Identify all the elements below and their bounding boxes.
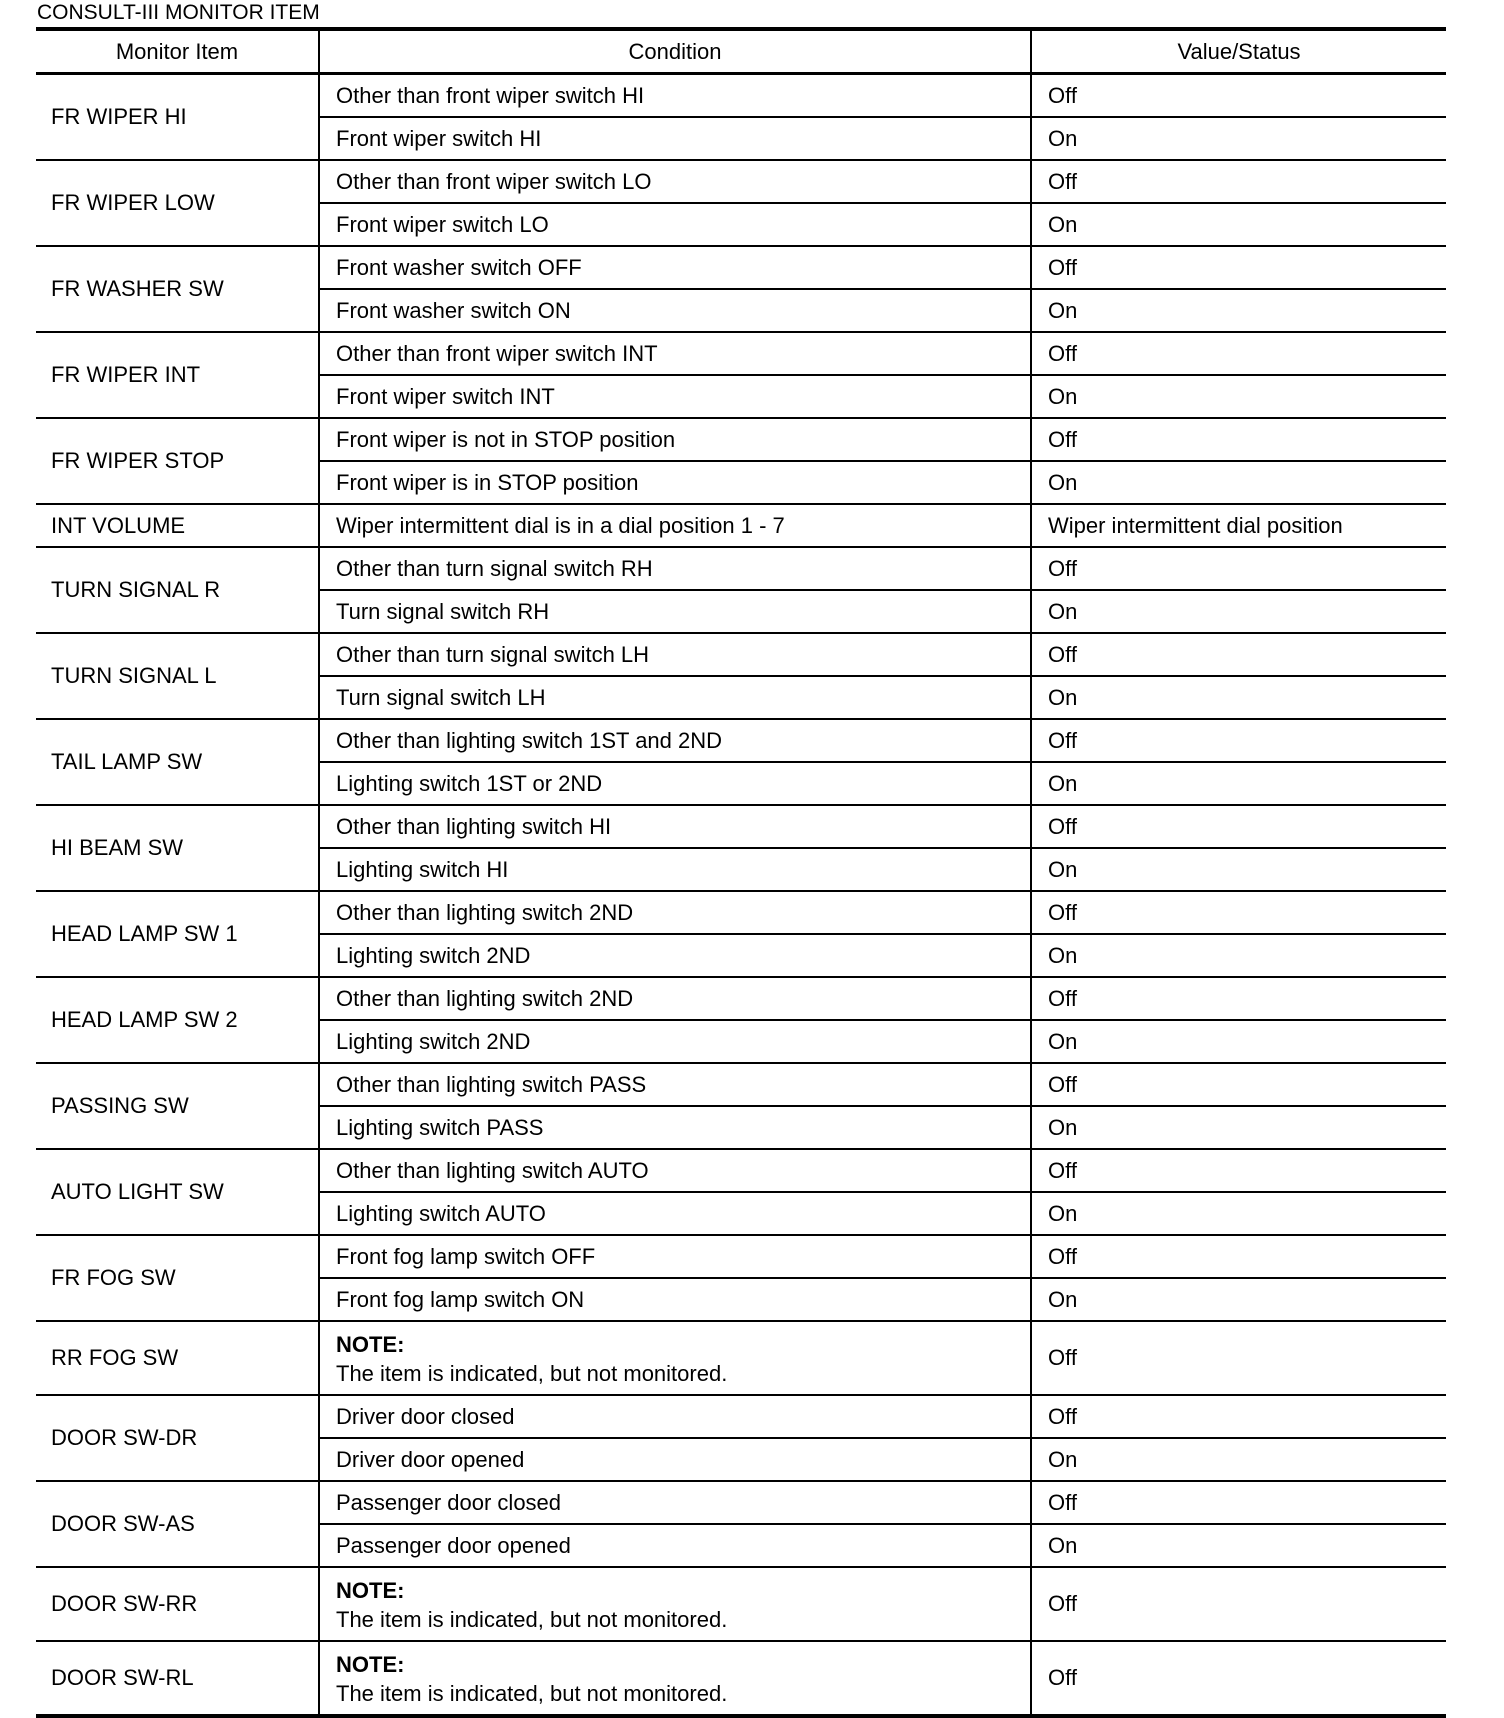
monitor-item-cell: FR WIPER STOP xyxy=(36,418,319,504)
condition-cell: Front wiper switch INT xyxy=(319,375,1031,418)
table-row xyxy=(36,246,1446,289)
value-status-cell: On xyxy=(1031,762,1446,805)
table-row xyxy=(36,1395,1446,1438)
condition-cell xyxy=(319,1641,1031,1716)
value-status-cell: On xyxy=(1031,375,1446,418)
value-status-cell: Off xyxy=(1031,1063,1446,1106)
condition-cell: Other than lighting switch 1ST and 2ND xyxy=(319,719,1031,762)
monitor-item-cell: FR WIPER INT xyxy=(36,332,319,418)
condition-cell: Other than lighting switch 2ND xyxy=(319,891,1031,934)
table-row xyxy=(36,1481,1446,1524)
monitor-item-cell: FR WIPER LOW xyxy=(36,160,319,246)
table-row xyxy=(36,891,1446,934)
condition-cell xyxy=(319,1567,1031,1641)
note-label: NOTE: xyxy=(336,1332,405,1357)
monitor-item-cell: AUTO LIGHT SW xyxy=(36,1149,319,1235)
value-status-cell: On xyxy=(1031,289,1446,332)
value-status-cell: Wiper intermittent dial position xyxy=(1031,504,1446,547)
monitor-item-table xyxy=(36,27,1446,1718)
value-status-cell: On xyxy=(1031,590,1446,633)
monitor-item-cell: TAIL LAMP SW xyxy=(36,719,319,805)
condition-cell: Driver door opened xyxy=(319,1438,1031,1481)
table-row xyxy=(36,1235,1446,1278)
value-status-cell: On xyxy=(1031,1438,1446,1481)
note-text: The item is indicated, but not monitored. xyxy=(336,1681,728,1706)
monitor-item-cell: HEAD LAMP SW 2 xyxy=(36,977,319,1063)
value-status-cell: Off xyxy=(1031,418,1446,461)
monitor-item-cell: INT VOLUME xyxy=(36,504,319,547)
header-value-status: Value/Status xyxy=(1031,29,1446,74)
monitor-item-cell: TURN SIGNAL L xyxy=(36,633,319,719)
condition-cell: Front washer switch OFF xyxy=(319,246,1031,289)
monitor-item-cell: RR FOG SW xyxy=(36,1321,319,1395)
table-row xyxy=(36,719,1446,762)
monitor-item-cell: FR WASHER SW xyxy=(36,246,319,332)
note-text: The item is indicated, but not monitored. xyxy=(336,1361,728,1386)
table-row xyxy=(36,1321,1446,1395)
condition-cell: Passenger door opened xyxy=(319,1524,1031,1567)
table-row xyxy=(36,1149,1446,1192)
condition-cell: Lighting switch 2ND xyxy=(319,1020,1031,1063)
condition-cell: Wiper intermittent dial is in a dial position 1 - 7 xyxy=(319,504,1031,547)
monitor-item-cell: HEAD LAMP SW 1 xyxy=(36,891,319,977)
value-status-cell: Off xyxy=(1031,547,1446,590)
condition-cell: Other than lighting switch AUTO xyxy=(319,1149,1031,1192)
value-status-cell: Off xyxy=(1031,1567,1446,1641)
value-status-cell: Off xyxy=(1031,719,1446,762)
table-row xyxy=(36,633,1446,676)
monitor-item-cell: FR FOG SW xyxy=(36,1235,319,1321)
value-status-cell: Off xyxy=(1031,160,1446,203)
monitor-item-cell: DOOR SW-DR xyxy=(36,1395,319,1481)
table-row xyxy=(36,1641,1446,1716)
table-row xyxy=(36,74,1446,118)
header-monitor-item: Monitor Item xyxy=(36,29,319,74)
value-status-cell: Off xyxy=(1031,633,1446,676)
table-row xyxy=(36,160,1446,203)
monitor-item-cell: TURN SIGNAL R xyxy=(36,547,319,633)
condition-cell: Front fog lamp switch ON xyxy=(319,1278,1031,1321)
table-row xyxy=(36,504,1446,547)
condition-cell: Lighting switch AUTO xyxy=(319,1192,1031,1235)
condition-cell: Other than front wiper switch LO xyxy=(319,160,1031,203)
value-status-cell: On xyxy=(1031,117,1446,160)
value-status-cell: On xyxy=(1031,1192,1446,1235)
table-row xyxy=(36,1063,1446,1106)
value-status-cell: Off xyxy=(1031,1149,1446,1192)
value-status-cell: Off xyxy=(1031,1641,1446,1716)
value-status-cell: Off xyxy=(1031,332,1446,375)
condition-cell: Front fog lamp switch OFF xyxy=(319,1235,1031,1278)
table-row xyxy=(36,977,1446,1020)
value-status-cell: Off xyxy=(1031,74,1446,118)
table-header-row xyxy=(36,29,1446,74)
condition-cell: Other than lighting switch HI xyxy=(319,805,1031,848)
monitor-item-cell: DOOR SW-RL xyxy=(36,1641,319,1716)
table-row xyxy=(36,332,1446,375)
condition-cell: Passenger door closed xyxy=(319,1481,1031,1524)
monitor-item-cell: DOOR SW-RR xyxy=(36,1567,319,1641)
value-status-cell: On xyxy=(1031,1524,1446,1567)
value-status-cell: Off xyxy=(1031,246,1446,289)
condition-cell: Front wiper is in STOP position xyxy=(319,461,1031,504)
monitor-item-cell: PASSING SW xyxy=(36,1063,319,1149)
condition-cell: Other than lighting switch 2ND xyxy=(319,977,1031,1020)
table-row xyxy=(36,418,1446,461)
value-status-cell: On xyxy=(1031,203,1446,246)
condition-cell: Other than turn signal switch LH xyxy=(319,633,1031,676)
condition-cell: Other than lighting switch PASS xyxy=(319,1063,1031,1106)
monitor-item-cell: FR WIPER HI xyxy=(36,74,319,161)
value-status-cell: On xyxy=(1031,676,1446,719)
condition-cell: Other than front wiper switch HI xyxy=(319,74,1031,118)
header-condition: Condition xyxy=(319,29,1031,74)
condition-cell: Lighting switch HI xyxy=(319,848,1031,891)
condition-cell: Lighting switch 2ND xyxy=(319,934,1031,977)
value-status-cell: Off xyxy=(1031,891,1446,934)
value-status-cell: Off xyxy=(1031,1321,1446,1395)
condition-cell xyxy=(319,1321,1031,1395)
condition-cell: Turn signal switch LH xyxy=(319,676,1031,719)
value-status-cell: Off xyxy=(1031,805,1446,848)
value-status-cell: Off xyxy=(1031,1395,1446,1438)
condition-cell: Front washer switch ON xyxy=(319,289,1031,332)
page-title: CONSULT-III MONITOR ITEM xyxy=(37,1,320,24)
note-text: The item is indicated, but not monitored. xyxy=(336,1607,728,1632)
table-row xyxy=(36,805,1446,848)
condition-cell: Driver door closed xyxy=(319,1395,1031,1438)
value-status-cell: Off xyxy=(1031,1235,1446,1278)
table-row xyxy=(36,547,1446,590)
monitor-item-cell: DOOR SW-AS xyxy=(36,1481,319,1567)
condition-cell: Turn signal switch RH xyxy=(319,590,1031,633)
table-row xyxy=(36,1567,1446,1641)
condition-cell: Other than turn signal switch RH xyxy=(319,547,1031,590)
condition-cell: Front wiper switch LO xyxy=(319,203,1031,246)
monitor-item-cell: HI BEAM SW xyxy=(36,805,319,891)
value-status-cell: On xyxy=(1031,1278,1446,1321)
value-status-cell: On xyxy=(1031,1020,1446,1063)
value-status-cell: On xyxy=(1031,934,1446,977)
condition-cell: Lighting switch PASS xyxy=(319,1106,1031,1149)
condition-cell: Other than front wiper switch INT xyxy=(319,332,1031,375)
note-label: NOTE: xyxy=(336,1652,405,1677)
value-status-cell: On xyxy=(1031,1106,1446,1149)
note-label: NOTE: xyxy=(336,1578,405,1603)
condition-cell: Front wiper is not in STOP position xyxy=(319,418,1031,461)
value-status-cell: On xyxy=(1031,461,1446,504)
condition-cell: Front wiper switch HI xyxy=(319,117,1031,160)
value-status-cell: Off xyxy=(1031,1481,1446,1524)
value-status-cell: On xyxy=(1031,848,1446,891)
condition-cell: Lighting switch 1ST or 2ND xyxy=(319,762,1031,805)
value-status-cell: Off xyxy=(1031,977,1446,1020)
